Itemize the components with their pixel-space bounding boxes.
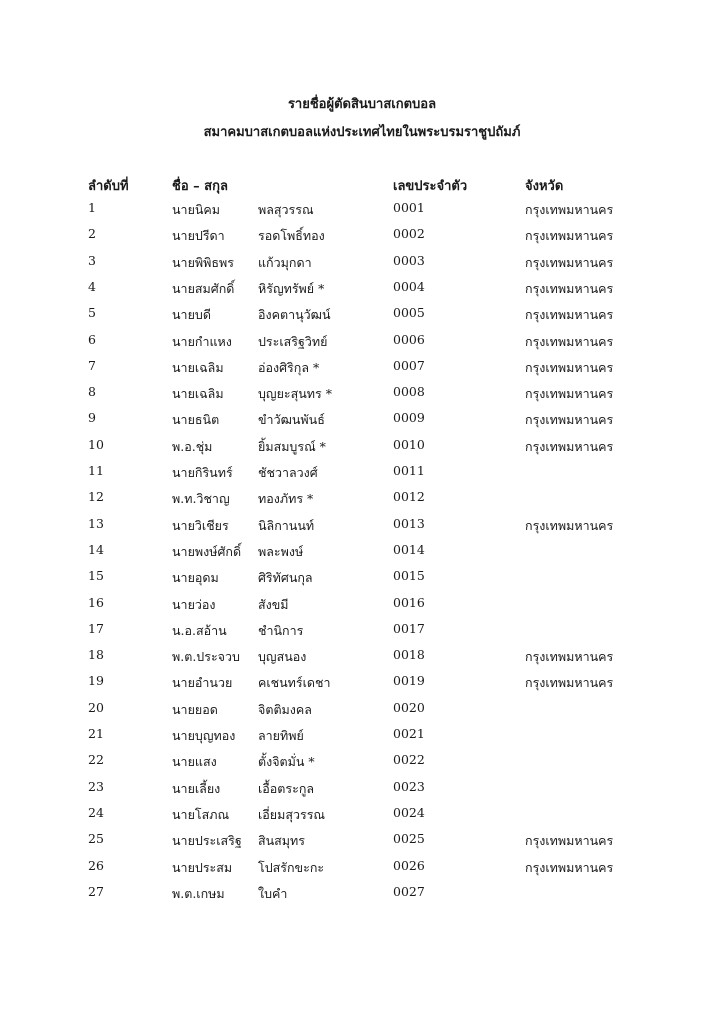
table-row [0, 463, 724, 485]
table-row [0, 384, 724, 406]
header-id: เลขประจำตัว [393, 179, 468, 194]
row-no: 2 [88, 226, 96, 242]
row-id: 0009 [393, 410, 425, 426]
row-id: 0022 [393, 752, 425, 768]
row-id: 0013 [393, 515, 425, 531]
row-id: 0014 [393, 541, 425, 557]
row-province: กรุงเทพมหานคร [525, 386, 614, 402]
row-id: 0021 [393, 726, 425, 741]
row-id: 0015 [393, 568, 425, 584]
row-no: 5 [88, 305, 96, 321]
table-row [0, 568, 724, 590]
row-id: 0027 [393, 883, 425, 899]
document-subtitle: สมาคมบาสเกตบอลแห่งประเทศไทยในพระบรมราชูปถัมภ์ [203, 125, 521, 140]
table-row [0, 726, 724, 748]
row-province: กรุงเทพมหานคร [525, 833, 614, 849]
row-first-name: นายกำแหง [172, 333, 232, 349]
row-no: 6 [88, 331, 96, 347]
row-no: 17 [88, 620, 104, 636]
row-id: 0007 [393, 357, 425, 373]
row-last-name: ตั้งจิตมั่น * [258, 754, 315, 770]
row-first-name: นายเลี้ยง [172, 780, 221, 796]
row-first-name: นายกิรินทร์ [172, 465, 233, 480]
row-province: กรุงเทพมหานคร [525, 438, 614, 454]
row-last-name: บุญยะสุนทร * [258, 386, 332, 402]
table-header [0, 175, 724, 197]
row-last-name: เอื้อตระกูล [258, 780, 315, 796]
row-id: 0005 [393, 305, 425, 321]
row-no: 14 [88, 541, 104, 557]
row-no: 22 [88, 752, 104, 768]
row-first-name: นายพิพิธพร [172, 254, 234, 270]
row-last-name: ประเสริฐวิทย์ [258, 333, 328, 349]
row-no: 11 [88, 463, 104, 478]
row-no: 18 [88, 647, 104, 663]
table-row [0, 200, 724, 222]
row-id: 0023 [393, 778, 425, 794]
row-last-name: แก้วมุกดา [258, 254, 312, 270]
row-no: 9 [88, 410, 96, 426]
table-row [0, 673, 724, 695]
row-first-name: นายสมศักดิ์ [172, 280, 235, 296]
row-last-name: ทองภัทร * [258, 491, 314, 507]
row-province: กรุงเทพมหานคร [525, 254, 614, 270]
row-last-name: ใบคำ [258, 885, 288, 901]
row-no: 25 [88, 831, 104, 847]
row-first-name: นายอุดม [172, 570, 219, 586]
row-last-name: คเชนทร์เดชา [258, 675, 331, 691]
header-no: ลำดับที่ [88, 179, 129, 194]
row-last-name: ศิริทัศนกุล [258, 570, 313, 586]
row-province: กรุงเทพมหานคร [525, 675, 614, 691]
row-id: 0012 [393, 489, 425, 505]
row-no: 23 [88, 778, 104, 794]
row-first-name: นายว่อง [172, 596, 216, 612]
row-province: กรุงเทพมหานคร [525, 280, 614, 296]
row-no: 7 [88, 357, 96, 373]
row-first-name: นายประเสริฐ [172, 833, 242, 849]
row-last-name: ชัชวาลวงศ์ [258, 465, 318, 480]
row-first-name: นายเฉลิม [172, 386, 224, 402]
row-first-name: นายวิเชียร [172, 517, 229, 533]
row-last-name: นิลิกานนท์ [258, 517, 315, 533]
table-row [0, 253, 724, 275]
row-last-name: สินสมุทร [258, 833, 305, 849]
table-row [0, 805, 724, 827]
row-last-name: สังขมี [258, 596, 289, 612]
table-row [0, 332, 724, 354]
row-no: 12 [88, 489, 104, 505]
header-name: ชื่อ – สกุล [172, 179, 228, 194]
table-row [0, 884, 724, 906]
row-id: 0020 [393, 699, 425, 715]
row-id: 0003 [393, 252, 425, 268]
table-row [0, 516, 724, 538]
row-province: กรุงเทพมหานคร [525, 228, 614, 244]
row-first-name: พ.ท.วิชาญ [172, 491, 230, 507]
row-province: กรุงเทพมหานคร [525, 202, 614, 217]
row-no: 4 [88, 278, 96, 294]
row-province: กรุงเทพมหานคร [525, 412, 614, 428]
row-id: 0025 [393, 831, 425, 847]
table-row [0, 489, 724, 511]
row-no: 10 [88, 436, 104, 452]
table-row [0, 621, 724, 643]
row-no: 24 [88, 804, 104, 820]
document-title: รายชื่อผู้ตัดสินบาสเกตบอล [287, 97, 437, 112]
row-last-name: พลสุวรรณ [258, 202, 314, 217]
row-last-name: อิงคตานุวัฒน์ [258, 307, 331, 323]
row-id: 0002 [393, 226, 425, 242]
row-first-name: นายปรีดา [172, 228, 225, 244]
row-first-name: นายโสภณ [172, 806, 230, 822]
table-row [0, 437, 724, 459]
table-row [0, 831, 724, 853]
row-province: กรุงเทพมหานคร [525, 359, 614, 375]
row-no: 20 [88, 699, 104, 715]
table-row [0, 358, 724, 380]
row-id: 0024 [393, 804, 425, 820]
row-id: 0019 [393, 673, 425, 689]
row-last-name: จิตติมงคล [258, 701, 312, 717]
row-last-name: เอี่ยมสุวรรณ [258, 806, 326, 822]
row-first-name: นายยอด [172, 701, 218, 717]
row-first-name: นายบดี [172, 307, 211, 323]
row-id: 0011 [393, 463, 425, 478]
row-first-name: นายอำนวย [172, 675, 233, 691]
row-no: 21 [88, 726, 104, 741]
row-id: 0001 [393, 200, 425, 215]
row-last-name: อ่องศิริกุล * [258, 359, 320, 375]
table-row [0, 858, 724, 880]
row-province: กรุงเทพมหานคร [525, 649, 614, 665]
row-no: 16 [88, 594, 104, 610]
table-row [0, 752, 724, 774]
table-row [0, 305, 724, 327]
row-first-name: พ.ต.เกษม [172, 885, 225, 901]
table-row [0, 647, 724, 669]
row-id: 0016 [393, 594, 425, 610]
row-first-name: นายพงษ์ศักดิ์ [172, 543, 242, 559]
row-no: 15 [88, 568, 104, 584]
row-last-name: บุญสนอง [258, 649, 307, 665]
row-no: 8 [88, 384, 96, 400]
row-no: 1 [88, 200, 96, 215]
row-id: 0017 [393, 620, 425, 636]
row-id: 0010 [393, 436, 425, 452]
row-province: กรุงเทพมหานคร [525, 859, 614, 875]
table-row [0, 410, 724, 432]
row-last-name: หิรัญทรัพย์ * [258, 280, 325, 296]
row-first-name: นายประสม [172, 859, 233, 875]
row-last-name: ขำวัฒนพันธ์ [258, 412, 325, 428]
table-row [0, 700, 724, 722]
row-first-name: พ.ต.ประจวบ [172, 649, 240, 665]
row-id: 0006 [393, 331, 425, 347]
row-first-name: นายเฉลิม [172, 359, 224, 375]
table-row [0, 779, 724, 801]
header-province: จังหวัด [525, 179, 564, 194]
row-no: 3 [88, 252, 96, 268]
table-row [0, 226, 724, 248]
row-first-name: นายธนิต [172, 412, 220, 428]
row-no: 26 [88, 857, 104, 873]
row-last-name: ยิ้มสมบูรณ์ * [258, 438, 326, 454]
row-last-name: ชำนิการ [258, 622, 304, 638]
row-no: 13 [88, 515, 104, 531]
row-province: กรุงเทพมหานคร [525, 333, 614, 349]
row-first-name: นายแสง [172, 754, 217, 770]
row-first-name: นายบุญทอง [172, 728, 236, 743]
table-row [0, 595, 724, 617]
row-id: 0008 [393, 384, 425, 400]
row-last-name: รอดโพธิ์ทอง [258, 228, 325, 244]
row-id: 0018 [393, 647, 425, 663]
row-no: 27 [88, 883, 104, 899]
table-row [0, 542, 724, 564]
row-first-name: น.อ.สอ้าน [172, 622, 227, 638]
row-id: 0004 [393, 278, 425, 294]
row-no: 19 [88, 673, 104, 689]
table-row [0, 279, 724, 301]
row-last-name: พละพงษ์ [258, 543, 304, 559]
row-first-name: นายนิคม [172, 202, 221, 217]
row-first-name: พ.อ.ชุ่ม [172, 438, 213, 454]
row-province: กรุงเทพมหานคร [525, 307, 614, 323]
row-last-name: โปสรักขะกะ [258, 859, 325, 875]
row-province: กรุงเทพมหานคร [525, 517, 614, 533]
row-id: 0026 [393, 857, 425, 873]
row-last-name: ลายทิพย์ [258, 728, 304, 743]
